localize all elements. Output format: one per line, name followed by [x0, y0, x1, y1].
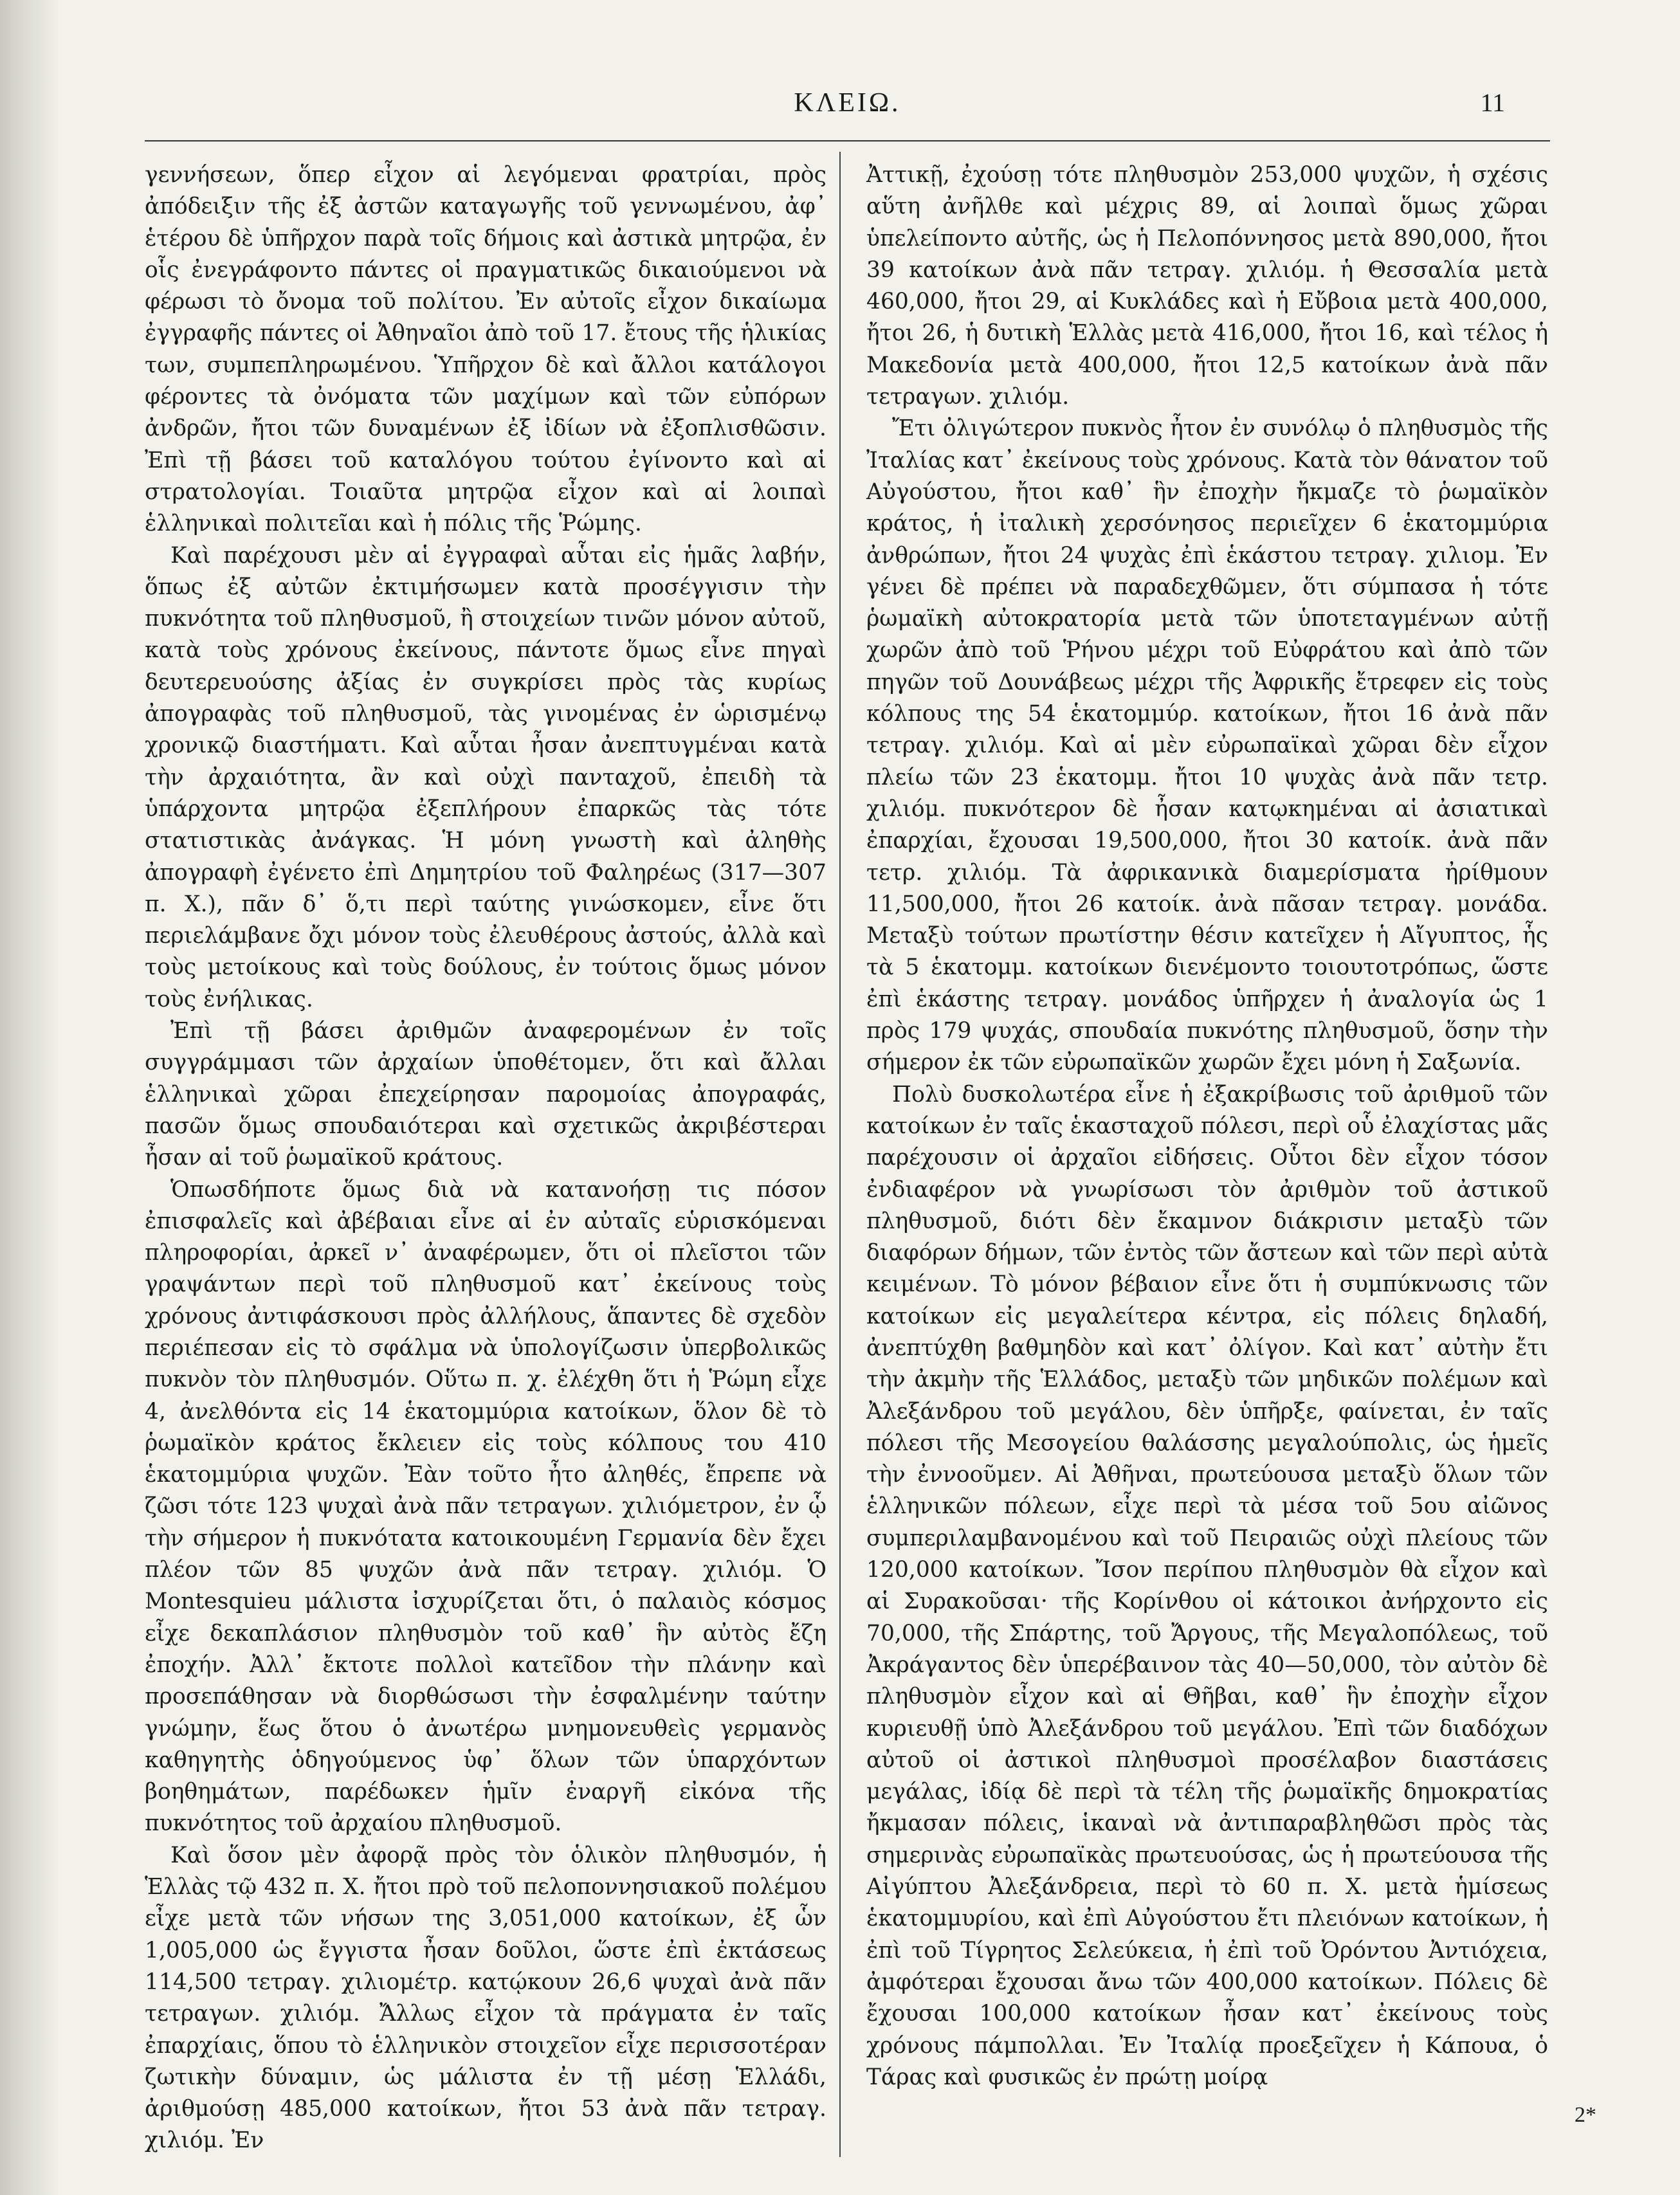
page-number: 11 — [1480, 88, 1505, 117]
right-paragraph-2: Ἔτι ὀλιγώτερον πυκνὸς ἦτον ἐν συνόλῳ ὁ πληθυσμὸς τῆς Ἰταλίας κατ᾽ ἐκείνους τοὺς χρόνους. Κατὰ τὸν θάνατον τοῦ Αὐγούστου, ἤτοι καθ᾽ ἣν ἐποχὴν ἤκμαζε τὸ ῥωμαϊκὸν κράτος, ἡ ἰταλικὴ χερσόνησος περιεῖχεν 6 ἑκατομμύρια ἀνθρώπων, ἤτοι 24 ψυχὰς ἐπὶ ἑκάστου τετραγ. χιλιομ. Ἐν γένει δὲ πρέπει νὰ παραδεχθῶμεν, ὅτι σύμπασα ἡ τότε ῥωμαϊκὴ αὐτοκρατορία μετὰ τῶν ὑποτεταγμένων αὐτῇ χωρῶν ἀπὸ τοῦ Ῥήνου μέχρι τοῦ Εὐφράτου καὶ ἀπὸ τῶν πηγῶν τοῦ Δουνάβεως μέχρι τῆς Ἀφρικῆς ἔτρεφεν εἰς τοὺς κόλπους της 54 ἑκατομμύρ. κατοίκων, ἤτοι 16 ἀνὰ πᾶν τετραγ. χιλιόμ. Καὶ αἱ μὲν εὐρωπαϊκαὶ χῶραι δὲν εἶχον πλείω τῶν 23 ἑκατομμ. ἤτοι 10 ψυχὰς ἀνὰ πᾶν τετρ. χιλιόμ. πυκνότερον δὲ ἦσαν κατῳκημέναι αἱ ἀσιατικαὶ ἐπαρχίαι, ἔχουσαι 19,500,000, ἤτοι 30 κατοίκ. ἀνὰ πᾶν τετρ. χιλιόμ. Τὰ ἀφρικανικὰ διαμερίσματα ἠρίθμουν 11,500,000, ἤτοι 26 κατοίκ. ἀνὰ πᾶσαν τετραγ. μονάδα. Μεταξὺ τούτων πρωτίστην θέσιν κατεῖχεν ἡ Αἴγυπτος, ἧς τὰ 5 ἑκατομμ. κατοίκων διενέμοντο τοιουτοτρόπως, ὥστε ἐπὶ ἑκάστης τετραγ. μονάδος ὑπῆρχεν ἡ ἀναλογία ὡς 1 πρὸς 179 ψυχάς, σπουδαία πυκνότης πληθυσμοῦ, ὅσην τὴν σήμερον ἐκ τῶν εὐρωπαϊκῶν χωρῶν ἔχει μόνη ἡ Σαξωνία. — [866, 415, 1548, 1076]
right-paragraph-3: Πολὺ δυσκολωτέρα εἶνε ἡ ἐξακρίβωσις τοῦ ἀριθμοῦ τῶν κατοίκων ἐν ταῖς ἑκασταχοῦ πόλεσι, περὶ οὗ ἐλαχίστας μᾶς παρέχουσιν οἱ ἀρχαῖοι εἰδήσεις. Οὗτοι δὲν εἶχον τόσον ἐνδιαφέρον νὰ γνωρίσωσι τὸν ἀριθμὸν τοῦ ἀστικοῦ πληθυσμοῦ, διότι δὲν ἔκαμνον διάκρισιν μεταξὺ τῶν διαφόρων δήμων, τῶν ἐντὸς τῶν ἄστεων καὶ τῶν περὶ αὐτὰ κειμένων. Τὸ μόνον βέβαιον εἶνε ὅτι ἡ συμπύκνωσις τῶν κατοίκων εἰς μεγαλείτερα κέντρα, εἰς πόλεις δηλαδή, ἀνεπτύχθη βαθμηδὸν καὶ κατ᾽ ὀλίγον. Καὶ κατ᾽ αὐτὴν ἔτι τὴν ἀκμὴν τῆς Ἑλλάδος, μεταξὺ τῶν μηδικῶν πολέμων καὶ Ἀλεξάνδρου τοῦ μεγάλου, δὲν ὑπῆρξε, φαίνεται, ἐν ταῖς πόλεσι τῆς Μεσογείου θαλάσσης μεγαλούπολις, ὡς ἡμεῖς τὴν ἐννοοῦμεν. Αἱ Ἀθῆναι, πρωτεύουσα μεταξὺ ὅλων τῶν ἑλληνικῶν πόλεων, εἶχε περὶ τὰ μέσα τοῦ 5ου αἰῶνος συμπεριλαμβανομένου καὶ τοῦ Πειραιῶς οὐχὶ πλείους τῶν 120,000 κατοίκων. Ἴσον περίπου πληθυσμὸν θὰ εἶχον καὶ αἱ Συρακοῦσαι· τῆς Κορίνθου οἱ κάτοικοι ἀνήρχοντο εἰς 70,000, τῆς Σπάρτης, τοῦ Ἄργους, τῆς Μεγαλοπόλεως, τοῦ Ἀκράγαντος δὲν ὑπερέβαινον τὰς 40—50,000, τὸν αὐτὸν δὲ πληθυσμὸν εἶχον καὶ αἱ Θῆβαι, καθ᾽ ἣν ἐποχὴν εἶχον κυριευθῇ ὑπὸ Ἀλεξάνδρου τοῦ μεγάλου. Ἐπὶ τῶν διαδόχων αὐτοῦ οἱ ἀστικοὶ πληθυσμοὶ προσέλαβον διαστάσεις μεγάλας, ἰδίᾳ δὲ περὶ τὰ τέλη τῆς ῥωμαϊκῆς δημοκρατίας ἤκμασαν πόλεις, ἱκαναὶ νὰ ἀντιπαραβληθῶσι πρὸς τὰς σημερινὰς εὐρωπαϊκὰς πρωτευούσας, ὡς ἡ πρωτεύουσα τῆς Αἰγύπτου Ἀλεξάνδρεια, περὶ τὸ 60 π. Χ. μετὰ ἡμίσεως ἑκατομμυρίου, καὶ ἐπὶ Αὐγούστου ἔτι πλειόνων κατοίκων, ἡ ἐπὶ τοῦ Τίγρητος Σελεύκεια, ἡ ἐπὶ τοῦ Ὀρόντου Ἀντιόχεια, ἀμφότεραι ἔχουσαι ἄνω τῶν 400,000 κατοίκων. Πόλεις δὲ ἔχουσαι 100,000 κατοίκων ἦσαν κατ᾽ ἐκείνους τοὺς χρόνους πάμπολλαι. Ἐν Ἰταλίᾳ προεξεῖχεν ἡ Κάπουα, ὁ Τάρας καὶ φυσικῶς ἐν πρώτῃ μοίρᾳ — [866, 1081, 1548, 2090]
right-paragraph-1: Ἀττικῇ, ἐχούσῃ τότε πληθυσμὸν 253,000 ψυχῶν, ἡ σχέσις αὕτη ἀνῆλθε καὶ μέχρις 89, αἱ λοιπαὶ ὅμως χῶραι ὑπελείποντο αὐτῆς, ὡς ἡ Πελοπόννησος μετὰ 890,000, ἤτοι 39 κατοίκων ἀνὰ πᾶν τετραγ. χιλιόμ. ἡ Θεσσαλία μετὰ 460,000, ἤτοι 29, αἱ Κυκλάδες καὶ ἡ Εὔβοια μετὰ 400,000, ἤτοι 26, ἡ δυτικὴ Ἑλλὰς μετὰ 416,000, ἤτοι 16, καὶ τέλος ἡ Μακεδονία μετὰ 400,000, ἤτοι 12,5 κατοίκων ἀνὰ πᾶν τετραγων. χιλιόμ. — [866, 162, 1548, 410]
right-column — [841, 159, 1548, 2157]
left-paragraph-3: Ἐπὶ τῇ βάσει ἀριθμῶν ἀναφερομένων ἐν τοῖς συγγράμμασι τῶν ἀρχαίων ὑποθέτομεν, ὅτι καὶ ἄλλαι ἑλληνικαὶ χῶραι ἐπεχείρησαν παρομοίας ἀπογραφάς, πασῶν ὅμως σπουδαιότεραι καὶ σχετικῶς ἀκριβέστεραι ἦσαν αἱ τοῦ ῥωμαϊκοῦ κράτους. — [145, 1018, 826, 1171]
signature-mark: 2* — [1575, 2103, 1596, 2127]
header-rule — [145, 140, 1550, 141]
scan-shadow-edge — [0, 0, 58, 2195]
left-paragraph-5: Καὶ ὅσον μὲν ἀφορᾷ πρὸς τὸν ὁλικὸν πληθυσμόν, ἡ Ἑλλὰς τῷ 432 π. Χ. ἤτοι πρὸ τοῦ πελοποννησιακοῦ πολέμου εἶχε μετὰ τῶν νήσων της 3,051,000 κατοίκων, ἐξ ὧν 1,005,000 ὡς ἔγγιστα ἦσαν δοῦλοι, ὥστε ἐπὶ ἐκτάσεως 114,500 τετραγ. χιλιομέτρ. κατῴκουν 26,6 ψυχαὶ ἀνὰ πᾶν τετραγων. χιλιόμ. Ἄλλως εἶχον τὰ πράγματα ἐν ταῖς ἐπαρχίαις, ὅπου τὸ ἑλληνικὸν στοιχεῖον εἶχε περισσοτέραν ζωτικὴν δύναμιν, ὡς μάλιστα ἐν τῇ μέσῃ Ἑλλάδι, ἀριθμούσῃ 485,000 κατοίκων, ἤτοι 53 ἀνὰ πᾶν τετραγ. χιλιόμ. Ἐν — [145, 1842, 826, 2154]
two-column-body — [145, 159, 1550, 2157]
left-paragraph-1: γεννήσεων, ὅπερ εἶχον αἱ λεγόμεναι φρατρίαι, πρὸς ἀπόδειξιν τῆς ἐξ ἀστῶν καταγωγῆς τοῦ γεννωμένου, ἀφ᾽ ἑτέρου δὲ ὑπῆρχον παρὰ τοῖς δήμοις καὶ ἀστικὰ μητρῷα, ἐν οἷς ἐνεγράφοντο πάντες οἱ πραγματικῶς δικαιούμενοι νὰ φέρωσι τὸ ὄνομα τοῦ πολίτου. Ἐν αὐτοῖς εἶχον δικαίωμα ἐγγραφῆς πάντες οἱ Ἀθηναῖοι ἀπὸ τοῦ 17. ἔτους τῆς ἡλικίας των, συμπεπληρωμένου. Ὑπῆρχον δὲ καὶ ἄλλοι κατάλογοι φέροντες τὰ ὀνόματα τῶν μαχίμων καὶ τῶν εὐπόρων ἀνδρῶν, ἤτοι τῶν δυναμένων ἐξ ἰδίων νὰ ἐξοπλισθῶσιν. Ἐπὶ τῇ βάσει τοῦ καταλόγου τούτου ἐγίνοντο καὶ αἱ στρατολογίαι. Τοιαῦτα μητρῷα εἶχον καὶ αἱ λοιπαὶ ἑλληνικαὶ πολιτεῖαι καὶ ἡ πόλις τῆς Ῥώμης. — [145, 162, 826, 537]
running-title: ΚΛΕΙΩ. — [794, 88, 901, 118]
left-paragraph-2: Καὶ παρέχουσι μὲν αἱ ἐγγραφαὶ αὗται εἰς ἡμᾶς λαβήν, ὅπως ἐξ αὐτῶν ἐκτιμήσωμεν κατὰ προσέγγισιν τὴν πυκνότητα τοῦ πληθυσμοῦ, ἢ στοιχείων τινῶν μόνον αὐτοῦ, κατὰ τοὺς χρόνους ἐκείνους, πάντοτε ὅμως εἶνε πηγαὶ δευτερευούσης ἀξίας ἐν συγκρίσει πρὸς τὰς κυρίως ἀπογραφὰς τοῦ πληθυσμοῦ, τὰς γινομένας ἐν ὡρισμένῳ χρονικῷ διαστήματι. Καὶ αὗται ἦσαν ἀνεπτυγμέναι κατὰ τὴν ἀρχαιότητα, ἂν καὶ οὐχὶ πανταχοῦ, ἐπειδὴ τὰ ὑπάρχοντα μητρῷα ἐξεπλήρουν ἐπαρκῶς τὰς τότε στατιστικὰς ἀνάγκας. Ἡ μόνη γνωστὴ καὶ ἀληθὴς ἀπογραφὴ ἐγένετο ἐπὶ Δημητρίου τοῦ Φαληρέως (317—307 π. Χ.), πᾶν δ᾽ ὅ,τι περὶ ταύτης γινώσκομεν, εἶνε ὅτι περιελάμβανε ὄχι μόνον τοὺς ἐλευθέρους ἀστούς, ἀλλὰ καὶ τοὺς μετοίκους καὶ τοὺς δούλους, ἐν τούτοις ὅμως μόνον τοὺς ἐνήλικας. — [145, 542, 826, 1012]
page-header — [145, 77, 1550, 148]
left-column — [145, 159, 839, 2157]
left-paragraph-4: Ὁπωσδήποτε ὅμως διὰ νὰ κατανοήσῃ τις πόσον ἐπισφαλεῖς καὶ ἀβέβαιαι εἶνε αἱ ἐν αὐταῖς εὑρισκόμεναι πληροφορίαι, ἀρκεῖ ν᾽ ἀναφέρωμεν, ὅτι οἱ πλεῖστοι τῶν γραψάντων περὶ τοῦ πληθυσμοῦ κατ᾽ ἐκείνους τοὺς χρόνους ἀντιφάσκουσι πρὸς ἀλλήλους, ἅπαντες δὲ σχεδὸν περιέπεσαν εἰς τὸ σφάλμα νὰ ὑπολογίζωσιν ὑπερβολικῶς πυκνὸν τὸν πληθυσμόν. Οὕτω π. χ. ἐλέχθη ὅτι ἡ Ῥώμη εἶχε 4, ἀνελθόντα εἰς 14 ἑκατομμύρια κατοίκων, ὅλον δὲ τὸ ῥωμαϊκὸν κράτος ἔκλειεν εἰς τοὺς κόλπους του 410 ἑκατομμύρια ψυχῶν. Ἐὰν τοῦτο ἦτο ἀληθές, ἔπρεπε νὰ ζῶσι τότε 123 ψυχαὶ ἀνὰ πᾶν τετραγων. χιλιόμετρον, ἐν ᾧ τὴν σήμερον ἡ πυκνότατα κατοικουμένη Γερμανία δὲν ἔχει πλέον τῶν 85 ψυχῶν ἀνὰ πᾶν τετραγ. χιλιόμ. Ὁ Montesquieu μάλιστα ἰσχυρίζεται ὅτι, ὁ παλαιὸς κόσμος εἶχε δεκαπλάσιον πληθυσμὸν τοῦ καθ᾽ ἣν αὐτὸς ἔζη ἐποχήν. Ἀλλ᾽ ἔκτοτε πολλοὶ κατεῖδον τὴν πλάνην καὶ προσεπάθησαν νὰ διορθώσωσι τὴν ἐσφαλμένην ταύτην γνώμην, ἕως ὅτου ὁ ἀνωτέρω μνημονευθεὶς γερμανὸς καθηγητὴς ὁδηγούμενος ὑφ᾽ ὅλων τῶν ὑπαρχόντων βοηθημάτων, παρέδωκεν ἡμῖν ἐναργῆ εἰκόνα τῆς πυκνότητος τοῦ ἀρχαίου πληθυσμοῦ. — [145, 1176, 826, 1837]
journal-page — [145, 77, 1550, 2157]
